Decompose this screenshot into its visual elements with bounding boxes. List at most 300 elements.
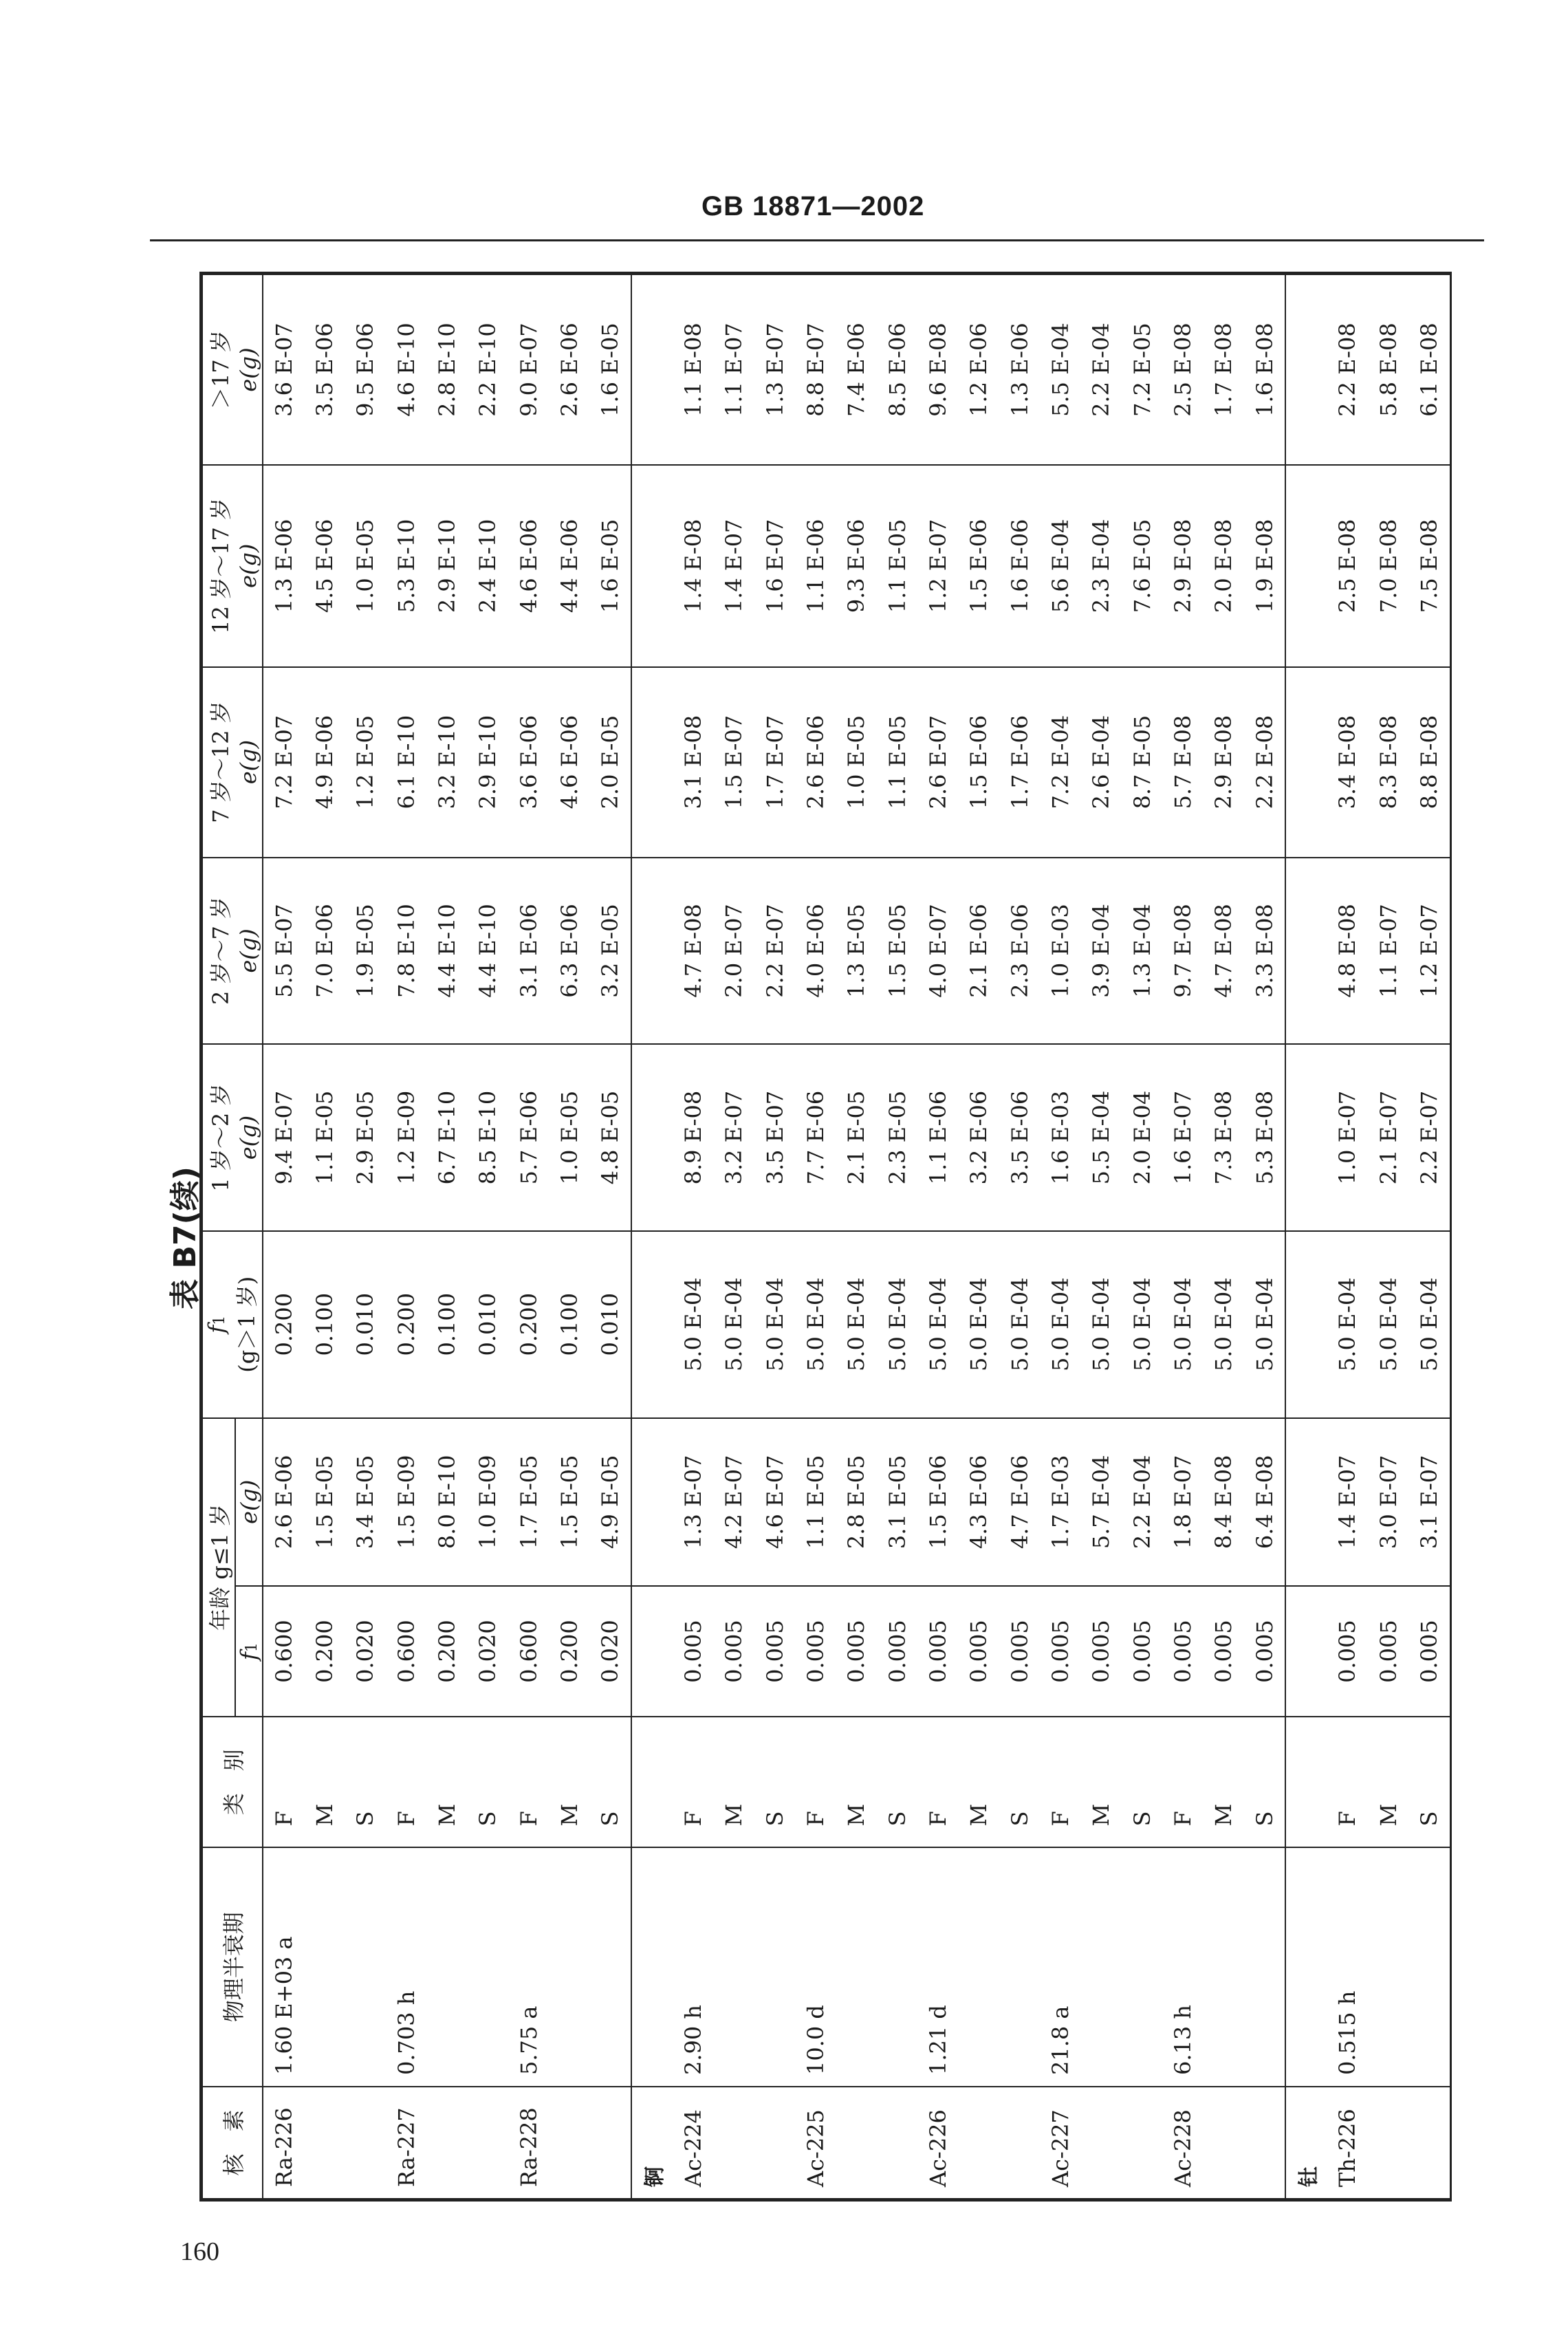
cell-hl	[1081, 1847, 1122, 2087]
cell-nuc: Ac-225	[795, 2087, 836, 2199]
cell-e1: 1.8 E-07	[1162, 1418, 1203, 1587]
table-row	[549, 274, 589, 2199]
cell-hl	[549, 1847, 589, 2087]
cell-e5: 2.4 E-10	[468, 465, 508, 666]
cell-hl: 1.60 E+03 a	[263, 1847, 304, 2087]
cell-f1a: 0.005	[999, 1586, 1040, 1717]
table-cell	[1285, 1717, 1327, 1847]
cell-e3: 1.3 E-04	[1122, 858, 1162, 1045]
table-cell	[631, 465, 673, 666]
cell-e5: 1.5 E-06	[959, 465, 999, 666]
table-row	[1204, 274, 1244, 2199]
cell-cls: M	[1368, 1717, 1408, 1847]
cell-e6: 7.2 E-05	[1122, 274, 1162, 465]
cell-cls: F	[1162, 1717, 1203, 1847]
cell-e1: 4.2 E-07	[714, 1418, 754, 1587]
cell-e3: 3.3 E-08	[1244, 858, 1285, 1045]
cell-e3: 2.3 E-06	[999, 858, 1040, 1045]
cell-cls: S	[999, 1717, 1040, 1847]
cell-e6: 1.1 E-07	[714, 274, 754, 465]
cell-nuc	[959, 2087, 999, 2199]
cell-e6: 1.3 E-07	[754, 274, 795, 465]
cell-cls: M	[549, 1717, 589, 1847]
cell-e2: 7.7 E-06	[795, 1044, 836, 1231]
dose-coefficient-table	[202, 274, 1450, 2199]
cell-e4: 7.2 E-04	[1040, 667, 1080, 858]
cell-e6: 7.4 E-06	[836, 274, 877, 465]
table-cell	[1285, 1847, 1327, 2087]
cell-e3: 1.9 E-05	[345, 858, 386, 1045]
cell-cls: M	[836, 1717, 877, 1847]
e-label: e(g)	[235, 739, 261, 785]
cell-e4: 2.0 E-05	[590, 667, 631, 858]
cell-e3: 3.2 E-05	[590, 858, 631, 1045]
cell-hl	[836, 1847, 877, 2087]
table-cell	[1285, 667, 1327, 858]
cell-cls: F	[386, 1717, 426, 1847]
cell-e4: 2.6 E-06	[795, 667, 836, 858]
cell-f1b: 5.0 E-04	[877, 1231, 917, 1418]
cell-hl	[754, 1847, 795, 2087]
cell-f1a: 0.005	[1204, 1586, 1244, 1717]
cell-e3: 1.3 E-05	[836, 858, 877, 1045]
f1-condition: (g＞1 岁)	[234, 1276, 260, 1373]
cell-e6: 2.5 E-08	[1162, 274, 1203, 465]
cell-hl: 2.90 h	[673, 1847, 713, 2087]
cell-e2: 1.1 E-06	[917, 1044, 958, 1231]
table-row	[1327, 274, 1368, 2199]
cell-f1a: 0.020	[468, 1586, 508, 1717]
cell-e2: 3.5 E-07	[754, 1044, 795, 1231]
cell-e1: 8.0 E-10	[426, 1418, 467, 1587]
cell-cls: F	[1040, 1717, 1080, 1847]
cell-nuc: Ac-224	[673, 2087, 713, 2199]
cell-f1a: 0.005	[1368, 1586, 1408, 1717]
cell-e1: 3.4 E-05	[345, 1418, 386, 1587]
cell-e3: 1.5 E-05	[877, 858, 917, 1045]
cell-hl: 21.8 a	[1040, 1847, 1080, 2087]
cell-e5: 2.9 E-08	[1162, 465, 1203, 666]
cell-e1: 5.7 E-04	[1081, 1418, 1122, 1587]
table-row	[508, 274, 549, 2199]
cell-hl	[714, 1847, 754, 2087]
cell-hl: 6.13 h	[1162, 1847, 1203, 2087]
cell-e1: 1.5 E-06	[917, 1418, 958, 1587]
table-row	[1162, 274, 1203, 2199]
table-cell	[631, 1231, 673, 1418]
cell-hl: 0.515 h	[1327, 1847, 1368, 2087]
cell-e1: 3.0 E-07	[1368, 1418, 1408, 1587]
cell-e1: 2.8 E-05	[836, 1418, 877, 1587]
cell-e6: 1.3 E-06	[999, 274, 1040, 465]
cell-hl: 0.703 h	[386, 1847, 426, 2087]
cell-e2: 1.0 E-07	[1327, 1044, 1368, 1231]
element-group-row	[631, 274, 673, 2199]
cell-cls: F	[508, 1717, 549, 1847]
cell-e2: 1.6 E-03	[1040, 1044, 1080, 1231]
rotated-table-frame	[199, 272, 1452, 2202]
table-cell	[631, 1586, 673, 1717]
cell-e2: 1.1 E-05	[304, 1044, 345, 1231]
table-row	[426, 274, 467, 2199]
cell-hl	[304, 1847, 345, 2087]
cell-e1: 1.7 E-05	[508, 1418, 549, 1587]
cell-e4: 2.2 E-08	[1244, 667, 1285, 858]
age-label: 7 岁～12 岁	[208, 701, 234, 823]
cell-cls: S	[468, 1717, 508, 1847]
cell-e6: 2.2 E-04	[1081, 274, 1122, 465]
cell-e1: 1.5 E-09	[386, 1418, 426, 1587]
table-row	[263, 274, 304, 2199]
cell-e4: 8.8 E-08	[1408, 667, 1450, 858]
cell-nuc	[304, 2087, 345, 2199]
cell-hl	[345, 1847, 386, 2087]
page-number: 160	[180, 2237, 219, 2266]
cell-nuc	[590, 2087, 631, 2199]
table-cell	[631, 667, 673, 858]
cell-f1b: 5.0 E-04	[1162, 1231, 1203, 1418]
cell-f1b: 5.0 E-04	[714, 1231, 754, 1418]
cell-e2: 2.2 E-07	[1408, 1044, 1450, 1231]
cell-f1b: 0.010	[345, 1231, 386, 1418]
cell-f1b: 5.0 E-04	[1368, 1231, 1408, 1418]
cell-nuc: Ra-227	[386, 2087, 426, 2199]
table-cell	[1285, 1586, 1327, 1717]
cell-e6: 8.8 E-07	[795, 274, 836, 465]
cell-cls: F	[263, 1717, 304, 1847]
cell-nuc: Ra-226	[263, 2087, 304, 2199]
table-cell	[1285, 858, 1327, 1045]
cell-e6: 5.5 E-04	[1040, 274, 1080, 465]
cell-e5: 1.0 E-05	[345, 465, 386, 666]
cell-cls: S	[877, 1717, 917, 1847]
table-row	[714, 274, 754, 2199]
cell-e5: 1.9 E-08	[1244, 465, 1285, 666]
age-label: ＞17 岁	[208, 330, 234, 410]
cell-e5: 4.5 E-06	[304, 465, 345, 666]
cell-f1b: 0.010	[468, 1231, 508, 1418]
cell-f1b: 5.0 E-04	[1081, 1231, 1122, 1418]
cell-hl	[426, 1847, 467, 2087]
cell-hl	[1368, 1847, 1408, 2087]
table-row	[673, 274, 713, 2199]
table-row	[386, 274, 426, 2199]
element-group-row	[1285, 274, 1327, 2199]
cell-f1b: 5.0 E-04	[1040, 1231, 1080, 1418]
cell-f1a: 0.005	[714, 1586, 754, 1717]
cell-e4: 2.9 E-08	[1204, 667, 1244, 858]
table-row	[754, 274, 795, 2199]
cell-e1: 1.7 E-03	[1040, 1418, 1080, 1587]
cell-e5: 1.1 E-05	[877, 465, 917, 666]
cell-cls: S	[1244, 1717, 1285, 1847]
cell-e4: 3.1 E-08	[673, 667, 713, 858]
cell-e5: 2.0 E-08	[1204, 465, 1244, 666]
cell-e5: 7.6 E-05	[1122, 465, 1162, 666]
cell-e2: 9.4 E-07	[263, 1044, 304, 1231]
cell-e1: 4.9 E-05	[590, 1418, 631, 1587]
cell-e4: 4.6 E-06	[549, 667, 589, 858]
table-row	[1122, 274, 1162, 2199]
cell-f1a: 0.200	[304, 1586, 345, 1717]
cell-e6: 9.5 E-06	[345, 274, 386, 465]
col-header-age-2-7	[202, 858, 263, 1045]
cell-e5: 5.3 E-10	[386, 465, 426, 666]
cell-e2: 1.6 E-07	[1162, 1044, 1203, 1231]
cell-f1b: 5.0 E-04	[959, 1231, 999, 1418]
cell-e1: 4.6 E-07	[754, 1418, 795, 1587]
col-header-age-gt17	[202, 274, 263, 465]
table-cell	[1285, 274, 1327, 465]
cell-e5: 9.3 E-06	[836, 465, 877, 666]
cell-e5: 4.6 E-06	[508, 465, 549, 666]
cell-nuc	[1368, 2087, 1408, 2199]
cell-f1b: 5.0 E-04	[1122, 1231, 1162, 1418]
cell-e4: 1.7 E-06	[999, 667, 1040, 858]
f1-subscript: 1	[211, 1315, 228, 1325]
cell-cls: M	[714, 1717, 754, 1847]
e-label: e(g)	[235, 543, 261, 589]
cell-f1a: 0.005	[959, 1586, 999, 1717]
cell-e4: 7.2 E-07	[263, 667, 304, 858]
cell-e3: 1.1 E-07	[1368, 858, 1408, 1045]
header-rule	[150, 239, 1484, 241]
e-label: e(g)	[235, 1115, 261, 1160]
cell-e2: 2.1 E-05	[836, 1044, 877, 1231]
cell-e4: 2.9 E-10	[468, 667, 508, 858]
f1-subscript: 1	[243, 1642, 261, 1653]
cell-cls: M	[1081, 1717, 1122, 1847]
col-header-nuclide: 核 素	[202, 2087, 263, 2199]
age-label: 1 岁～2 岁	[208, 1083, 234, 1192]
element-label: 锕	[631, 2087, 673, 2199]
cell-f1a: 0.005	[1408, 1586, 1450, 1717]
cell-f1b: 0.100	[426, 1231, 467, 1418]
cell-e3: 2.0 E-07	[714, 858, 754, 1045]
cell-e5: 2.9 E-10	[426, 465, 467, 666]
cell-f1a: 0.005	[1081, 1586, 1122, 1717]
cell-e5: 1.1 E-06	[795, 465, 836, 666]
cell-e2: 5.5 E-04	[1081, 1044, 1122, 1231]
e-label: e(g)	[235, 928, 261, 973]
table-row	[877, 274, 917, 2199]
table-row	[1081, 274, 1122, 2199]
cell-f1b: 5.0 E-04	[795, 1231, 836, 1418]
table-row	[836, 274, 877, 2199]
cell-e4: 1.2 E-05	[345, 667, 386, 858]
cell-f1b: 5.0 E-04	[917, 1231, 958, 1418]
table-cell	[631, 858, 673, 1045]
cell-e5: 2.3 E-04	[1081, 465, 1122, 666]
cell-e2: 1.2 E-09	[386, 1044, 426, 1231]
table-title-text: 表 B7(续)	[168, 1166, 203, 1309]
cell-e4: 5.7 E-08	[1162, 667, 1203, 858]
table-row	[590, 274, 631, 2199]
cell-e4: 1.7 E-07	[754, 667, 795, 858]
cell-e5: 7.0 E-08	[1368, 465, 1408, 666]
cell-f1a: 0.005	[836, 1586, 877, 1717]
cell-e2: 2.1 E-07	[1368, 1044, 1408, 1231]
cell-e6: 2.2 E-10	[468, 274, 508, 465]
cell-e6: 5.8 E-08	[1368, 274, 1408, 465]
table-cell	[631, 1847, 673, 2087]
cell-e4: 6.1 E-10	[386, 667, 426, 858]
cell-e6: 2.8 E-10	[426, 274, 467, 465]
cell-e6: 3.6 E-07	[263, 274, 304, 465]
col-header-half-life: 物理半衰期	[202, 1847, 263, 2087]
cell-e5: 1.4 E-07	[714, 465, 754, 666]
cell-e5: 5.6 E-04	[1040, 465, 1080, 666]
cell-nuc	[999, 2087, 1040, 2199]
cell-e6: 9.6 E-08	[917, 274, 958, 465]
cell-e2: 3.2 E-07	[714, 1044, 754, 1231]
cell-e6: 1.6 E-05	[590, 274, 631, 465]
table-cell	[631, 274, 673, 465]
standard-header: GB 18871—2002	[701, 191, 925, 221]
cell-nuc	[1122, 2087, 1162, 2199]
cell-nuc	[1244, 2087, 1285, 2199]
cell-e2: 6.7 E-10	[426, 1044, 467, 1231]
cell-hl	[959, 1847, 999, 2087]
cell-e6: 4.6 E-10	[386, 274, 426, 465]
col-header-age-1-2	[202, 1044, 263, 1231]
cell-e2: 4.8 E-05	[590, 1044, 631, 1231]
cell-e1: 1.0 E-09	[468, 1418, 508, 1587]
cell-f1a: 0.005	[1327, 1586, 1368, 1717]
cell-cls: S	[345, 1717, 386, 1847]
cell-nuc	[1204, 2087, 1244, 2199]
cell-e6: 2.2 E-08	[1327, 274, 1368, 465]
cell-e1: 3.1 E-05	[877, 1418, 917, 1587]
cell-nuc	[426, 2087, 467, 2199]
cell-e4: 1.1 E-05	[877, 667, 917, 858]
cell-e6: 9.0 E-07	[508, 274, 549, 465]
cell-e3: 4.4 E-10	[468, 858, 508, 1045]
cell-cls: F	[1327, 1717, 1368, 1847]
cell-e3: 7.0 E-06	[304, 858, 345, 1045]
cell-e1: 4.7 E-06	[999, 1418, 1040, 1587]
cell-cls: S	[754, 1717, 795, 1847]
cell-cls: F	[917, 1717, 958, 1847]
cell-e4: 8.3 E-08	[1368, 667, 1408, 858]
cell-f1b: 0.200	[508, 1231, 549, 1418]
cell-hl	[1244, 1847, 1285, 2087]
cell-hl	[999, 1847, 1040, 2087]
cell-e1: 1.1 E-05	[795, 1418, 836, 1587]
cell-hl: 10.0 d	[795, 1847, 836, 2087]
cell-nuc: Th-226	[1327, 2087, 1368, 2199]
col-header-f1-gt1	[202, 1231, 263, 1418]
cell-cls: M	[959, 1717, 999, 1847]
cell-e1: 2.2 E-04	[1122, 1418, 1162, 1587]
cell-f1a: 0.005	[877, 1586, 917, 1717]
table-row	[999, 274, 1040, 2199]
cell-e3: 4.7 E-08	[1204, 858, 1244, 1045]
cell-nuc: Ac-228	[1162, 2087, 1203, 2199]
cell-f1b: 5.0 E-04	[999, 1231, 1040, 1418]
cell-f1b: 5.0 E-04	[673, 1231, 713, 1418]
cell-f1b: 5.0 E-04	[1204, 1231, 1244, 1418]
table-cell	[631, 1717, 673, 1847]
cell-nuc	[836, 2087, 877, 2199]
cell-f1b: 0.100	[549, 1231, 589, 1418]
table-row	[304, 274, 345, 2199]
cell-e1: 8.4 E-08	[1204, 1418, 1244, 1587]
age-label: 12 岁～17 岁	[208, 497, 234, 634]
cell-nuc: Ra-228	[508, 2087, 549, 2199]
cell-e1: 1.5 E-05	[549, 1418, 589, 1587]
cell-f1b: 5.0 E-04	[1244, 1231, 1285, 1418]
cell-e3: 6.3 E-06	[549, 858, 589, 1045]
cell-e3: 1.2 E-07	[1408, 858, 1450, 1045]
col-header-age-7-12	[202, 667, 263, 858]
cell-e6: 1.1 E-08	[673, 274, 713, 465]
cell-nuc: Ac-226	[917, 2087, 958, 2199]
cell-hl	[877, 1847, 917, 2087]
cell-f1a: 0.005	[795, 1586, 836, 1717]
cell-nuc	[345, 2087, 386, 2199]
cell-e6: 1.6 E-08	[1244, 274, 1285, 465]
cell-e5: 1.6 E-05	[590, 465, 631, 666]
cell-hl	[468, 1847, 508, 2087]
cell-e5: 7.5 E-08	[1408, 465, 1450, 666]
cell-f1a: 0.005	[917, 1586, 958, 1717]
cell-e2: 5.3 E-08	[1244, 1044, 1285, 1231]
cell-e5: 2.5 E-08	[1327, 465, 1368, 666]
cell-e5: 4.4 E-06	[549, 465, 589, 666]
cell-e2: 7.3 E-08	[1204, 1044, 1244, 1231]
cell-f1b: 5.0 E-04	[1327, 1231, 1368, 1418]
cell-nuc	[714, 2087, 754, 2199]
cell-cls: F	[673, 1717, 713, 1847]
cell-e5: 1.6 E-07	[754, 465, 795, 666]
cell-f1b: 5.0 E-04	[836, 1231, 877, 1418]
cell-cls: M	[426, 1717, 467, 1847]
cell-f1a: 0.005	[673, 1586, 713, 1717]
cell-e1: 1.5 E-05	[304, 1418, 345, 1587]
cell-e3: 3.9 E-04	[1081, 858, 1122, 1045]
cell-e2: 5.7 E-06	[508, 1044, 549, 1231]
cell-f1a: 0.200	[549, 1586, 589, 1717]
e-label: e(g)	[235, 347, 261, 392]
table-cell	[631, 1418, 673, 1587]
rotated-table-container	[202, 274, 1450, 2199]
cell-f1a: 0.600	[386, 1586, 426, 1717]
cell-e3: 4.8 E-08	[1327, 858, 1368, 1045]
age-label: 2 岁～7 岁	[208, 896, 234, 1005]
cell-nuc	[549, 2087, 589, 2199]
cell-e4: 1.5 E-06	[959, 667, 999, 858]
cell-f1a: 0.020	[345, 1586, 386, 1717]
cell-f1a: 0.020	[590, 1586, 631, 1717]
cell-e1: 4.3 E-06	[959, 1418, 999, 1587]
table-row	[917, 274, 958, 2199]
cell-e3: 2.2 E-07	[754, 858, 795, 1045]
cell-cls: S	[1408, 1717, 1450, 1847]
cell-e2: 8.9 E-08	[673, 1044, 713, 1231]
cell-e1: 1.4 E-07	[1327, 1418, 1368, 1587]
col-header-f1-le1	[235, 1586, 263, 1717]
cell-f1a: 0.005	[754, 1586, 795, 1717]
table-row	[1368, 274, 1408, 2199]
cell-e6: 1.2 E-06	[959, 274, 999, 465]
cell-hl	[590, 1847, 631, 2087]
element-label: 钍	[1285, 2087, 1327, 2199]
cell-f1b: 5.0 E-04	[754, 1231, 795, 1418]
table-row	[345, 274, 386, 2199]
cell-cls: S	[1122, 1717, 1162, 1847]
cell-e3: 4.0 E-07	[917, 858, 958, 1045]
